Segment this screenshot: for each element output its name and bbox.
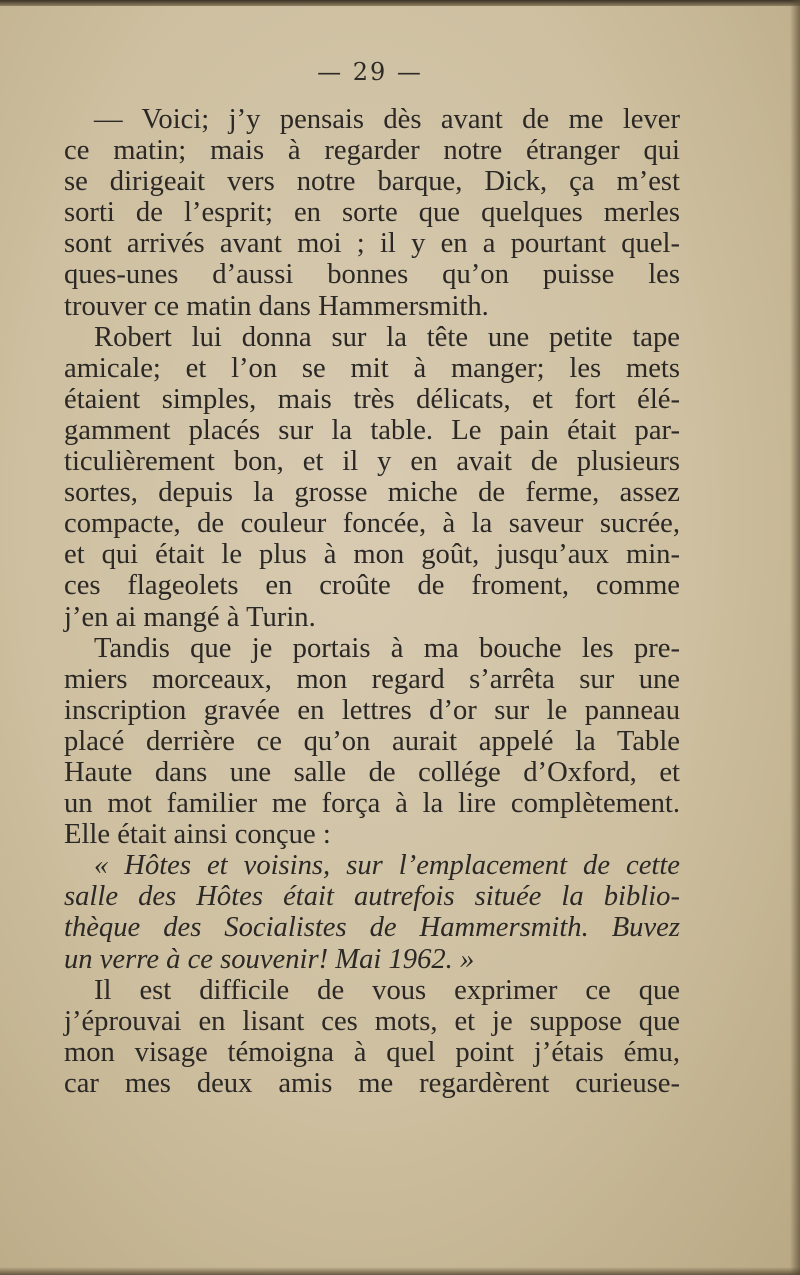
text-line: Elle était ainsi conçue : xyxy=(64,819,331,851)
text-line: Haute dans une salle de collége d’Oxford, et xyxy=(64,756,680,788)
text-line: ces flageolets en croûte de froment, comme xyxy=(64,570,680,602)
text-line: Il est difficile de vous exprimer ce que xyxy=(94,974,680,1006)
text-line: se dirigeait vers notre barque, Dick, ça m’est xyxy=(64,166,680,198)
text-line: sorti de l’esprit; en sorte que quelques merles xyxy=(64,197,680,229)
text-line: car mes deux amis me regardèrent curieuse- xyxy=(64,1067,680,1099)
text-line: miers morceaux, mon regard s’arrêta sur une xyxy=(64,663,680,695)
text-line: thèque des Socialistes de Hammersmith. Buvez xyxy=(64,912,680,944)
text-line: j’en ai mangé à Turin. xyxy=(64,601,316,633)
text-line: salle des Hôtes était autrefois située la biblio- xyxy=(64,881,680,913)
text-line: étaient simples, mais très délicats, et fort élé- xyxy=(64,383,680,415)
text-line: « Hôtes et voisins, sur l’emplacement de cette xyxy=(94,850,680,882)
paragraph xyxy=(64,975,680,1099)
page-right-edge xyxy=(790,0,800,1275)
text-line: ques-unes d’aussi bonnes qu’on puisse les xyxy=(64,259,680,291)
paragraph xyxy=(64,104,680,322)
text-line: Tandis que je portais à ma bouche les pre- xyxy=(94,632,680,664)
text-line: amicale; et l’on se mit à manger; les mets xyxy=(64,352,680,384)
text-line: sortes, depuis la grosse miche de ferme, assez xyxy=(64,477,680,509)
paragraph xyxy=(64,633,680,851)
paragraph xyxy=(64,322,680,633)
text-line: inscription gravée en lettres d’or sur le panneau xyxy=(64,694,680,726)
page-top-edge xyxy=(0,0,800,6)
text-line: et qui était le plus à mon goût, jusqu’aux min- xyxy=(64,539,680,571)
text-line: placé derrière ce qu’on aurait appelé la Table xyxy=(64,725,680,757)
text-line: mon visage témoigna à quel point j’étais ému, xyxy=(64,1036,680,1068)
inscription-quote xyxy=(64,850,680,974)
text-line: ticulièrement bon, et il y en avait de plusieurs xyxy=(64,446,680,478)
text-line: Robert lui donna sur la tête une petite tape xyxy=(94,321,680,353)
text-line: un verre à ce souvenir! Mai 1962. » xyxy=(64,943,475,975)
text-line: gamment placés sur la table. Le pain était par- xyxy=(64,414,680,446)
page-number: — 29 — xyxy=(317,58,423,86)
text-line: j’éprouvai en lisant ces mots, et je suppose que xyxy=(64,1005,680,1037)
text-line: un mot familier me força à la lire complètement. xyxy=(64,788,680,820)
text-line: sont arrivés avant moi ; il y en a pourtant quel- xyxy=(64,228,680,260)
text-line: trouver ce matin dans Hammersmith. xyxy=(64,290,489,322)
text-line: compacte, de couleur foncée, à la saveur sucrée, xyxy=(64,508,680,540)
body-text xyxy=(64,104,680,1099)
text-line: — Voici; j’y pensais dès avant de me lever xyxy=(94,104,680,135)
text-line: ce matin; mais à regarder notre étranger qui xyxy=(64,135,680,167)
page-bottom-edge xyxy=(0,1267,800,1275)
